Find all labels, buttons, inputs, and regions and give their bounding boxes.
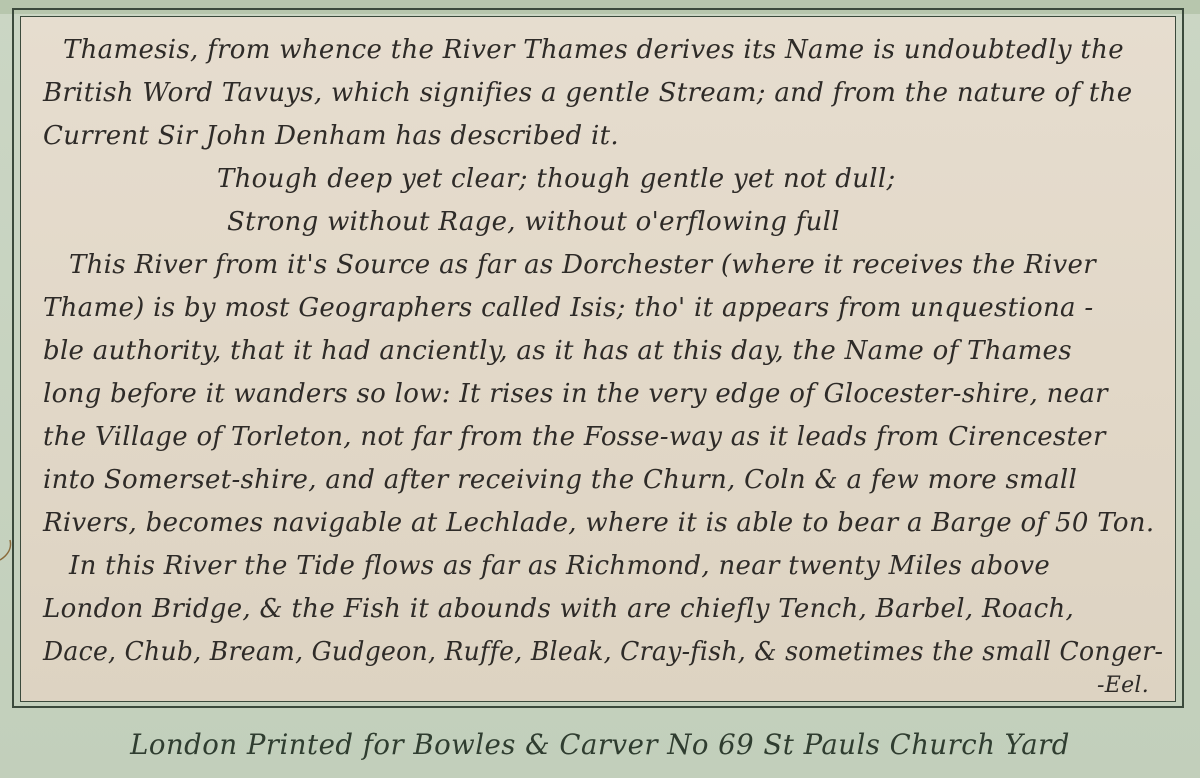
inscription-line-14: London Bridge, & the Fish it abounds with are chiefly Tench, Barbel, Roach, xyxy=(43,594,1075,624)
inscription-line-11: into Somerset-shire, and after receiving the Churn, Coln & a few more small xyxy=(43,465,1078,495)
inscription-line-10: the Village of Torleton, not far from the Fosse-way as it leads from Cirencester xyxy=(43,422,1106,452)
inscription-verse-line-1: Though deep yet clear; though gentle yet not dull; xyxy=(217,164,896,194)
inscription-verse-line-2: Strong without Rage, without o'erflowing full xyxy=(227,207,840,237)
inscription-line-16: -Eel. xyxy=(1097,673,1150,698)
inscription-line-15: Dace, Chub, Bream, Gudgeon, Ruffe, Bleak, Cray-fish, & sometimes the small Conger- xyxy=(43,637,1164,667)
inscription-line-8: ble authority, that it had anciently, as it has at this day, the Name of Thames xyxy=(43,336,1072,366)
inscription-line-6: This River from it's Source as far as Dorchester (where it receives the River xyxy=(69,250,1096,280)
inscription-line-9: long before it wanders so low: It rises in the very edge of Glocester-shire, near xyxy=(43,379,1108,409)
inscription-line-1: Thamesis, from whence the River Thames derives its Name is undoubtedly the xyxy=(63,35,1124,65)
inscription-line-3: Current Sir John Denham has described it. xyxy=(43,121,619,151)
inscription-line-7: Thame) is by most Geographers called Isis; tho' it appears from unquestiona - xyxy=(43,293,1094,323)
publisher-imprint: London Printed for Bowles & Carver No 69 St Pauls Church Yard xyxy=(130,728,1070,761)
inscription-line-2: British Word Tavuys, which signifies a gentle Stream; and from the nature of the xyxy=(43,78,1133,108)
cartouche-text-panel xyxy=(20,16,1176,702)
inscription-line-13: In this River the Tide flows as far as Richmond, near twenty Miles above xyxy=(69,551,1051,581)
inscription-line-12: Rivers, becomes navigable at Lechlade, where it is able to bear a Barge of 50 Ton. xyxy=(43,508,1155,538)
